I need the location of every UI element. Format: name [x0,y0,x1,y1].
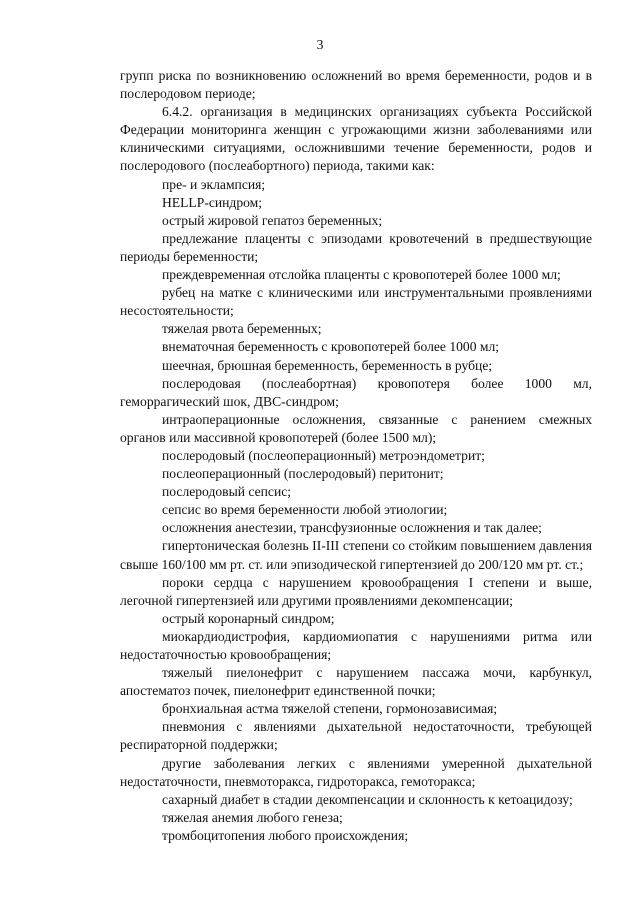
list-item: послеродовая (послеабортная) кровопотеря более 1000 мл, геморрагический шок, ДВС-синдром; [120,375,592,409]
list-item: другие заболевания легких с явлениями умеренной дыхательной недостаточности, пневмоторакса, гидроторакса, гемоторакса; [120,755,592,789]
list-item: пороки сердца с нарушением кровообращения I степени и выше, легочной гипертензией или другими проявлениями декомпенсации; [120,574,592,608]
list-item: шеечная, брюшная беременность, беременность в рубце; [162,357,493,373]
list-item: бронхиальная астма тяжелой степени, гормонозависимая; [162,701,498,717]
list-item: тяжелый пиелонефрит с нарушением пассажа мочи, карбункул, апостематоз почек, пиелонефрит единственной почки; [120,665,592,699]
list-item: пневмония с явлениями дыхательной недостаточности, требующей респираторной поддержки; [120,719,592,753]
list-item: гипертоническая болезнь II-III степени со стойким повышением давления свыше 160/100 мм рт. ст. или эпизодической гипертензией до 200/120 мм рт. ст.; [120,538,592,572]
list-item: острый коронарный синдром; [162,610,335,626]
list-item: HELLP-синдром; [162,194,263,210]
page-number: 3 [316,38,324,53]
list-item: предлежание плаценты с эпизодами кровотечений в предшествующие периоды беременности; [120,230,592,264]
list-item: послеоперационный (послеродовый) перитонит; [162,466,444,482]
list-item: послеродовый сепсис; [162,484,292,500]
document-body [120,67,592,845]
list-item: интраоперационные осложнения, связанные с ранением смежных органов или массивной кровопотерей (более 1500 мл); [120,411,592,445]
paragraph: групп риска по возникновению осложнений во время беременности, родов и в послеродовом периоде; [120,68,592,102]
list-item: сепсис во время беременности любой этиологии; [162,502,448,518]
list-item: тромбоцитопения любого происхождения; [162,827,409,843]
list-item: миокардиодистрофия, кардиомиопатия с нарушениями ритма или недостаточностью кровообращения; [120,628,592,662]
list-item: сахарный диабет в стадии декомпенсации и склонность к кетоацидозу; [162,791,573,807]
list-item: рубец на матке с клиническими или инструментальными проявлениями несостоятельности; [120,285,592,319]
list-item: тяжелая анемия любого генеза; [162,809,343,825]
list-item: острый жировой гепатоз беременных; [162,212,383,228]
list-item: послеродовый (послеоперационный) метроэндометрит; [162,447,485,463]
paragraph-section-6-4-2: 6.4.2. организация в медицинских организациях субъекта Российской Федерации мониторинга женщин с угрожающими жизни заболеваниями или клиническими ситуациями, осложнившими течение беременности, родов и послеродового (послеабортного) периода, такими как: [120,104,592,174]
list-item: преждевременная отслойка плаценты с кровопотерей более 1000 мл; [162,267,561,283]
list-item: внематочная беременность с кровопотерей более 1000 мл; [162,339,500,355]
list-item: пре- и эклампсия; [162,176,266,192]
list-item: тяжелая рвота беременных; [162,321,322,337]
list-item: осложнения анестезии, трансфузионные осложнения и так далее; [162,520,542,536]
